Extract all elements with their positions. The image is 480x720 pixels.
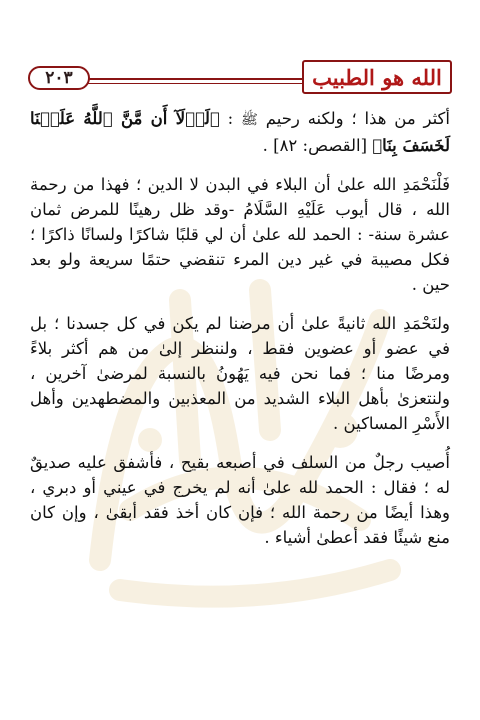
salutation-symbol: ﷺ [241,112,258,128]
page-body [30,106,450,564]
paragraph-2: فَلْنَحْمَدِ الله علىٰ أن البلاء في البدن لا الدين ؛ فهذا من رحمة الله ، قال أيوب عَلَيْهِ السَّلَامُ -وقد ظل رهينًا للمرض ثمان عشرة سنة- : الحمد لله علىٰ أن لي قلبًا شاكرًا ولسانًا ذاكرًا ؛ فكل مصيبة في غير دين المرء تنقضي حتمًا سريعة ولو بعد حين . [30,175,450,294]
paragraph-1 [30,106,450,158]
paragraph-1-text: أكثر من هذا ؛ ولكنه رحيم [257,109,450,128]
page-number: ٢٠٣ [28,66,90,90]
book-title: الله هو الطبيب [302,60,452,94]
quran-verse: ﴿لَوۡلَآ أَن مَّنَّ ٱللَّهُ عَلَيۡنَا لَخَسَفَ بِنَا﴾ [30,109,450,155]
paragraph-3: ولنَحْمَدِ الله ثانيةً علىٰ أن مرضنا لم يكن في كل جسدنا ؛ بل في عضو أو عضوين فقط ، ولننظر إلىٰ من هم أكثر بلاءً ومرضًا منا ؛ فما نحن فيه يَهُونُ بالنسبة لمرضىٰ آخرين ، ولنتعزىٰ بأهل البلاء الشديد من المعذبين والمضطهدين وأهل الأَسْرِ المساكين . [30,314,450,433]
header-rule [88,78,302,80]
page-header [28,66,452,92]
paragraph-1-colon: : [219,109,242,128]
header-rule-thin [88,83,302,84]
verse-reference: [القصص: ٨٢] . [262,136,373,155]
paragraph-4: أُصيب رجلٌ من السلف في أصبعه بقيح ، فأشفق عليه صديقٌ له ؛ فقال : الحمد لله علىٰ أنه لم يخرج في عيني أو دبري ، وهذا أيضًا من رحمة الله ؛ فإن كان أخذ فقد أبقىٰ ، وإن كان منع شيئًا فقد أعطىٰ أشياء . [30,453,450,547]
